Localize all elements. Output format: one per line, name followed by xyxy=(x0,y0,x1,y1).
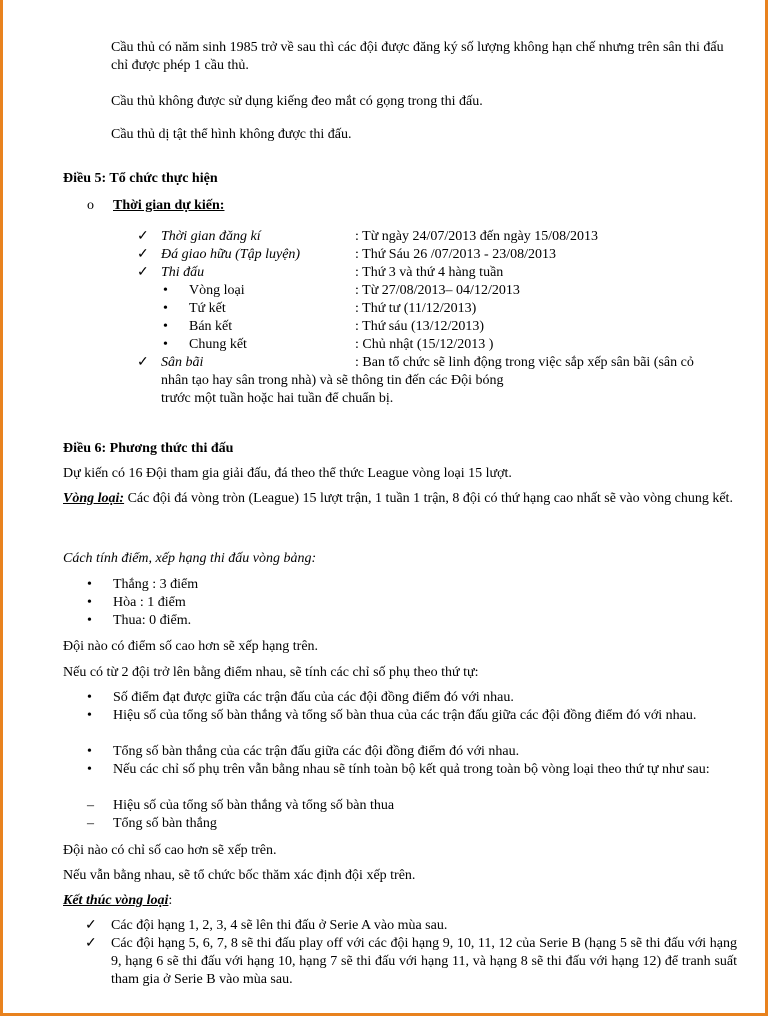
dash-icon: – xyxy=(87,798,94,813)
dash-icon: – xyxy=(87,816,94,831)
schedule-label: Đá giao hữu (Tập luyện) xyxy=(161,247,301,262)
article-5-heading: Điều 5: Tổ chức thực hiện xyxy=(63,171,218,186)
intro-paragraph-2: Cầu thủ không được sử dụng kiếng đeo mắt có gọng trong thi đấu. xyxy=(111,94,483,109)
schedule-label: Sân bãi xyxy=(161,355,204,370)
check-icon: ✓ xyxy=(137,247,149,262)
bullet-icon: • xyxy=(87,595,92,610)
intro-paragraph-1: Cầu thủ có năm sinh 1985 trở về sau thì các đội được đăng ký số lượng không hạn chế nhưng trên sân thi đấu chỉ được phép 1 cầu thủ. xyxy=(111,40,724,73)
end-item-text: Các đội hạng 5, 6, 7, 8 sẽ thi đấu play off với các đội hạng 9, 10, 11, 12 của Serie B (hạng 5 sẽ thi đấu với hạng 9, hạng 6 sẽ thi đấu với hạng 10, hạng 7 sẽ thi đấu với hạng 11, và hạng 8 sẽ thi đấu với hạng 12) để tranh suất tham gia ở Serie B vào mùa sau. xyxy=(111,936,737,987)
bullet-icon: • xyxy=(163,337,168,352)
article-6-heading: Điều 6: Phương thức thi đấu xyxy=(63,441,234,456)
bullet-icon: • xyxy=(87,762,92,777)
tiebreaker-text: Số điểm đạt được giữa các trận đấu của các đội đồng điểm đó với nhau. xyxy=(113,690,514,705)
points-text: Hòa : 1 điểm xyxy=(113,595,186,610)
end-of-round-heading xyxy=(63,892,172,910)
stage-label: Chung kết xyxy=(189,337,247,352)
check-icon: ✓ xyxy=(137,265,149,280)
higher-index-paragraph: Đội nào có chỉ số cao hơn sẽ xếp trên. xyxy=(63,843,277,858)
bullet-icon: • xyxy=(87,613,92,628)
end-of-round-label: Kết thúc vòng loại xyxy=(63,893,169,908)
tiebreaker-text: Nếu các chỉ số phụ trên vẫn bằng nhau sẽ tính toàn bộ kết quả trong toàn bộ vòng loại theo thứ tự như sau: xyxy=(113,762,710,777)
bullet-icon: • xyxy=(163,301,168,316)
qualifying-round-paragraph xyxy=(63,490,735,508)
bullet-icon: • xyxy=(87,690,92,705)
check-icon: ✓ xyxy=(85,936,97,951)
venue-line-3: trước một tuần hoặc hai tuần để chuẩn bị. xyxy=(161,391,394,406)
article-6-intro: Dự kiến có 16 Đội tham gia giải đấu, đá theo thể thức League vòng loại 15 lượt. xyxy=(63,466,512,481)
higher-points-paragraph: Đội nào có điểm số cao hơn sẽ xếp hạng trên. xyxy=(63,639,319,654)
points-text: Thắng : 3 điểm xyxy=(113,577,199,592)
points-text: Thua: 0 điểm. xyxy=(113,613,192,628)
end-item-text: Các đội hạng 1, 2, 3, 4 sẽ lên thi đấu ở Serie A vào mùa sau. xyxy=(111,918,448,933)
schedule-label: Thời gian đăng kí xyxy=(161,229,261,244)
qualifying-round-text: Các đội đá vòng tròn (League) 15 lượt trận, 1 tuần 1 trận, 8 đội có thứ hạng cao nhất sẽ vào vòng chung kết. xyxy=(124,491,733,506)
check-icon: ✓ xyxy=(137,355,149,370)
tiebreaker-text: Hiệu số của tổng số bàn thắng và tổng số bàn thua của các trận đấu giữa các đội đồng điểm đó với nhau. xyxy=(113,708,697,723)
schedule-label: Thi đấu xyxy=(161,265,205,280)
qualifying-round-label: Vòng loại: xyxy=(63,491,125,506)
bullet-icon: • xyxy=(87,744,92,759)
check-icon: ✓ xyxy=(85,918,97,933)
stage-value: : Thứ tư (11/12/2013) xyxy=(355,301,477,316)
venue-line-2: nhân tạo hay sân trong nhà) và sẽ thông tin đến các Đội bóng xyxy=(161,373,504,388)
dash-text: Tổng số bàn thắng xyxy=(113,816,217,831)
tiebreaker-text: Tổng số bàn thắng của các trận đấu giữa các đội đồng điểm đó với nhau. xyxy=(113,744,520,759)
scoring-subheading: Cách tính điểm, xếp hạng thi đấu vòng bảng: xyxy=(63,551,317,566)
check-icon: ✓ xyxy=(137,229,149,244)
bullet-icon: • xyxy=(163,319,168,334)
schedule-value: : Ban tổ chức sẽ linh động trong việc sắp xếp sân bãi (sân cỏ xyxy=(355,355,694,370)
bullet-icon: • xyxy=(87,708,92,723)
schedule-value: : Thứ 3 và thứ 4 hàng tuần xyxy=(355,265,504,280)
stage-value: : Thứ sáu (13/12/2013) xyxy=(355,319,485,334)
stage-label: Vòng loại xyxy=(189,283,245,298)
stage-value: : Từ 27/08/2013– 04/12/2013 xyxy=(355,283,520,298)
intro-paragraph-3: Cầu thủ dị tật thể hình không được thi đấu. xyxy=(111,127,352,142)
bullet-icon: • xyxy=(163,283,168,298)
schedule-subheading: Thời gian dự kiến: xyxy=(113,198,225,213)
stage-label: Tứ kết xyxy=(189,301,226,316)
sub-marker-icon: o xyxy=(87,198,94,213)
dash-text: Hiệu số của tổng số bàn thắng và tổng số bàn thua xyxy=(113,798,395,813)
schedule-value: : Từ ngày 24/07/2013 đến ngày 15/08/2013 xyxy=(355,229,598,244)
stage-value: : Chủ nhật (15/12/2013 ) xyxy=(355,337,494,352)
end-of-round-colon: : xyxy=(168,893,173,908)
bullet-icon: • xyxy=(87,577,92,592)
stage-label: Bán kết xyxy=(189,319,233,334)
draw-paragraph: Nếu vẫn bằng nhau, sẽ tổ chức bốc thăm xác định đội xếp trên. xyxy=(63,868,416,883)
tie-paragraph: Nếu có từ 2 đội trở lên bằng điểm nhau, sẽ tính các chỉ số phụ theo thứ tự: xyxy=(63,665,479,680)
schedule-value: : Thứ Sáu 26 /07/2013 - 23/08/2013 xyxy=(355,247,556,262)
